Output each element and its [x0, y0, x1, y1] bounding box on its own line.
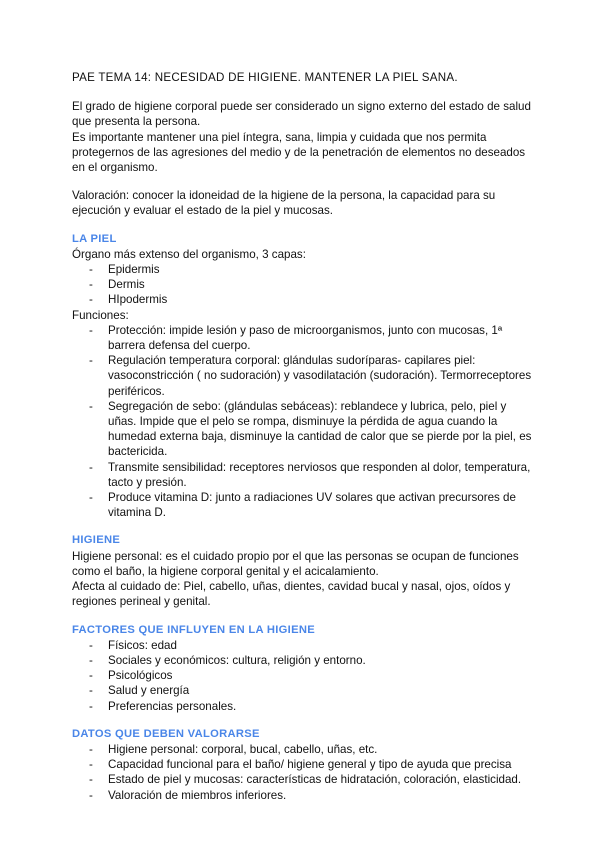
list-item: - HIpodermis	[72, 292, 534, 307]
piel-functions-list	[72, 323, 534, 521]
list-item: - Dermis	[72, 277, 534, 292]
list-item: - Protección: impide lesión y paso de microorganismos, junto con mucosas, 1ª barrera defensa del cuerpo.	[72, 323, 534, 353]
list-item: - Segregación de sebo: (glándulas sebáceas): reblandece y lubrica, pelo, piel y uñas. Impide que el pelo se rompa, disminuye la pérdida de agua cuando la humedad externa baja, disminuye la cantidad de calor que se pierde por la piel, es bactericida.	[72, 399, 534, 460]
section-heading-factores: FACTORES QUE INFLUYEN EN LA HIGIENE	[72, 623, 315, 636]
list-item: - Sociales y económicos: cultura, religión y entorno.	[72, 653, 534, 668]
list-item: - Salud y energía	[72, 683, 534, 698]
intro-paragraph-1: El grado de higiene corporal puede ser considerado un signo externo del estado de salud que presenta la persona.	[72, 100, 531, 129]
list-item: - Capacidad funcional para el baño/ higiene general y tipo de ayuda que precisa	[72, 757, 534, 772]
higiene-afecta-text: Afecta al cuidado de: Piel, cabello, uñas, dientes, cavidad bucal y nasal, ojos, oídos y regiones perineal y genital.	[72, 580, 511, 609]
higiene-personal-text: Higiene personal: es el cuidado propio por el que las personas se ocupan de funciones como el baño, la higiene corporal genital y el acicalamiento.	[72, 549, 519, 578]
datos-list	[72, 742, 534, 803]
piel-layers-list	[72, 262, 534, 308]
list-item: - Higiene personal: corporal, bucal, cabello, uñas, etc.	[72, 742, 534, 757]
list-item: - Preferencias personales.	[72, 699, 534, 714]
document-body	[72, 70, 534, 803]
factores-list	[72, 638, 534, 714]
list-item: - Regulación temperatura corporal: glándulas sudoríparas- capilares piel: vasoconstricción ( no sudoración) y vasodilatación (sudoración). Termorreceptores periféricos.	[72, 353, 534, 399]
piel-functions-label: Funciones:	[72, 308, 129, 322]
intro-paragraph-2: Es importante mantener una piel íntegra, sana, limpia y cuidada que nos permita protegernos de las agresiones del medio y de la penetración de elementos no deseados en el organismo.	[72, 130, 526, 175]
section-heading-higiene: HIGIENE	[72, 534, 121, 547]
section-heading-datos: DATOS QUE DEBEN VALORARSE	[72, 727, 260, 740]
piel-organ-text: Órgano más extenso del organismo, 3 capas:	[72, 247, 306, 261]
valoracion-paragraph: Valoración: conocer la idoneidad de la higiene de la persona, la capacidad para su ejecución y evaluar el estado de la piel y mucosas.	[72, 189, 496, 218]
list-item: - Psicológicos	[72, 668, 534, 683]
list-item: - Produce vitamina D: junto a radiaciones UV solares que activan precursores de vitamina D.	[72, 490, 534, 520]
list-item: - Transmite sensibilidad: receptores nerviosos que responden al dolor, temperatura, tacto y presión.	[72, 460, 534, 490]
list-item: - Físicos: edad	[72, 638, 534, 653]
list-item: - Epidermis	[72, 262, 534, 277]
document-title: PAE TEMA 14: NECESIDAD DE HIGIENE. MANTENER LA PIEL SANA.	[72, 71, 458, 84]
list-item: - Valoración de miembros inferiores.	[72, 788, 534, 803]
section-heading-piel: LA PIEL	[72, 232, 117, 245]
list-item: - Estado de piel y mucosas: características de hidratación, coloración, elasticidad.	[72, 772, 534, 787]
